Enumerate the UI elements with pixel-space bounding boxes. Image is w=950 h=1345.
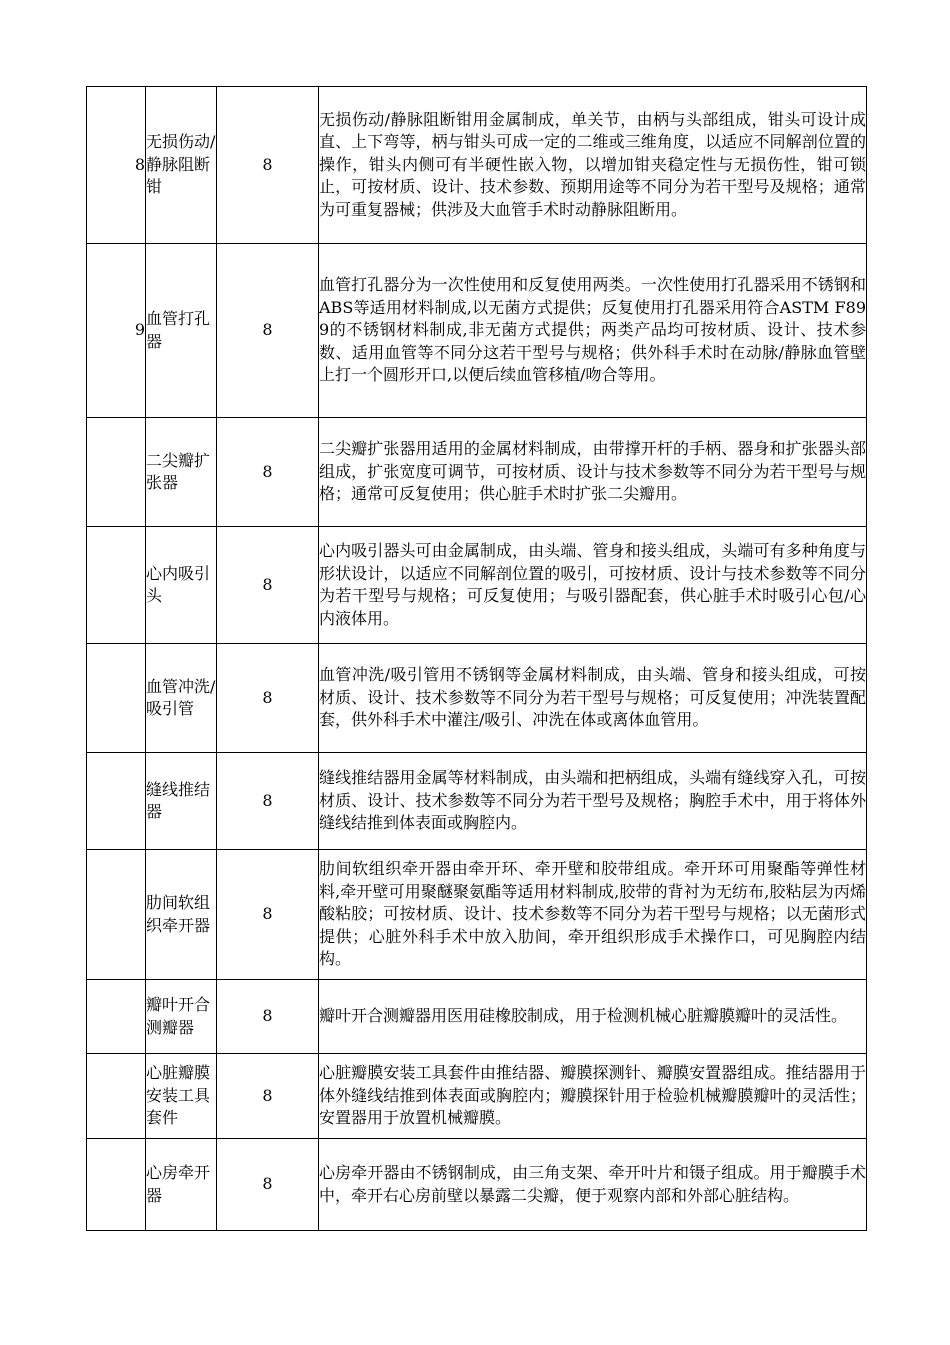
row-number-cell bbox=[87, 418, 146, 527]
description-cell: 心内吸引器头可由金属制成，由头端、管身和接头组成，头端可有多种角度与形状设计，以适应不同解剖位置的吸引，可按材质、设计与技术参数等不同分为若干型号与规格；可反复使用；与吸引器配套，供心脏手术时吸引心包/心内液体用。 bbox=[319, 527, 867, 644]
table-row bbox=[87, 850, 867, 980]
classification-cell: 8 bbox=[217, 850, 319, 980]
product-name-cell: 二尖瓣扩张器 bbox=[146, 418, 217, 527]
table-row bbox=[87, 753, 867, 850]
table-row bbox=[87, 1139, 867, 1231]
table-row bbox=[87, 980, 867, 1054]
description-cell: 心脏瓣膜安装工具套件由推结器、瓣膜探测针、瓣膜安置器组成。推结器用于体外缝线结推到体表面或胸腔内；瓣膜探针用于检验机械瓣膜瓣叶的灵活性；安置器用于放置机械瓣膜。 bbox=[319, 1054, 867, 1139]
device-catalog-table bbox=[86, 86, 867, 1231]
table-row bbox=[87, 418, 867, 527]
classification-cell: 8 bbox=[217, 644, 319, 753]
classification-cell: 8 bbox=[217, 527, 319, 644]
row-number-cell bbox=[87, 850, 146, 980]
description-cell: 心房牵开器由不锈钢制成，由三角支架、牵开叶片和镊子组成。用于瓣膜手术中，牵开右心房前壁以暴露二尖瓣，便于观察内部和外部心脏结构。 bbox=[319, 1139, 867, 1231]
classification-cell: 8 bbox=[217, 87, 319, 244]
description-cell: 瓣叶开合测瓣器用医用硅橡胶制成，用于检测机械心脏瓣膜瓣叶的灵活性。 bbox=[319, 980, 867, 1054]
row-number-cell: 8 bbox=[87, 87, 146, 244]
description-cell: 肋间软组织牵开器由牵开环、牵开壁和胶带组成。牵开环可用聚酯等弹性材料,牵开壁可用聚醚聚氨酯等适用材料制成,胶带的背衬为无纺布,胶粘层为丙烯酸粘胶；可按材质、设计、技术参数等不同分为若干型号与规格；以无菌形式提供；心脏外科手术中放入肋间，牵开组织形成手术操作口，可见胸腔内结构。 bbox=[319, 850, 867, 980]
row-number-cell bbox=[87, 1054, 146, 1139]
description-cell: 无损伤动/静脉阻断钳用金属制成，单关节，由柄与头部组成，钳头可设计成直、上下弯等，柄与钳头可成一定的二维或三维角度，以适应不同解剖位置的操作，钳头内侧可有半硬性嵌入物，以增加钳夹稳定性与无损伤性，钳可锁止，可按材质、设计、技术参数、预期用途等不同分为若干型号及规格；通常为可重复器械；供涉及大血管手术时动静脉阻断用。 bbox=[319, 87, 867, 244]
classification-cell: 8 bbox=[217, 1139, 319, 1231]
product-name-cell: 缝线推结器 bbox=[146, 753, 217, 850]
classification-cell: 8 bbox=[217, 1054, 319, 1139]
description-cell: 缝线推结器用金属等材料制成，由头端和把柄组成，头端有缝线穿入孔，可按材质、设计、技术参数等不同分为若干型号及规格；胸腔手术中，用于将体外缝线结推到体表面或胸腔内。 bbox=[319, 753, 867, 850]
description-cell: 血管打孔器分为一次性使用和反复使用两类。一次性使用打孔器采用不锈钢和ABS等适用材料制成,以无菌方式提供；反复使用打孔器采用符合ASTM F899的不锈钢材料制成,非无菌方式提供；两类产品均可按材质、设计、技术参数、适用血管等不同分这若干型号与规格；供外科手术时在动脉/静脉血管壁上打一个圆形开口,以便后续血管移植/吻合等用。 bbox=[319, 244, 867, 418]
table-row bbox=[87, 527, 867, 644]
product-name-cell: 血管打孔器 bbox=[146, 244, 217, 418]
row-number-cell bbox=[87, 753, 146, 850]
row-number-cell bbox=[87, 527, 146, 644]
product-name-cell: 无损伤动/静脉阻断钳 bbox=[146, 87, 217, 244]
description-cell: 血管冲洗/吸引管用不锈钢等金属材料制成，由头端、管身和接头组成，可按材质、设计、技术参数等不同分为若干型号与规格；可反复使用；冲洗装置配套，供外科手术中灌注/吸引、冲洗在体或离体血管用。 bbox=[319, 644, 867, 753]
row-number-cell bbox=[87, 1139, 146, 1231]
row-number-cell bbox=[87, 980, 146, 1054]
product-name-cell: 心房牵开器 bbox=[146, 1139, 217, 1231]
classification-cell: 8 bbox=[217, 418, 319, 527]
product-name-cell: 瓣叶开合测瓣器 bbox=[146, 980, 217, 1054]
table-row bbox=[87, 1054, 867, 1139]
table-row bbox=[87, 244, 867, 418]
classification-cell: 8 bbox=[217, 980, 319, 1054]
product-name-cell: 心脏瓣膜安装工具套件 bbox=[146, 1054, 217, 1139]
row-number-cell bbox=[87, 644, 146, 753]
table-row bbox=[87, 644, 867, 753]
classification-cell: 8 bbox=[217, 753, 319, 850]
classification-cell: 8 bbox=[217, 244, 319, 418]
row-number-cell: 9 bbox=[87, 244, 146, 418]
product-name-cell: 血管冲洗/吸引管 bbox=[146, 644, 217, 753]
product-name-cell: 心内吸引头 bbox=[146, 527, 217, 644]
description-cell: 二尖瓣扩张器用适用的金属材料制成，由带撑开杆的手柄、器身和扩张器头部组成，扩张宽度可调节，可按材质、设计与技术参数等不同分为若干型号与规格；通常可反复使用；供心脏手术时扩张二尖瓣用。 bbox=[319, 418, 867, 527]
table-row bbox=[87, 87, 867, 244]
product-name-cell: 肋间软组织牵开器 bbox=[146, 850, 217, 980]
